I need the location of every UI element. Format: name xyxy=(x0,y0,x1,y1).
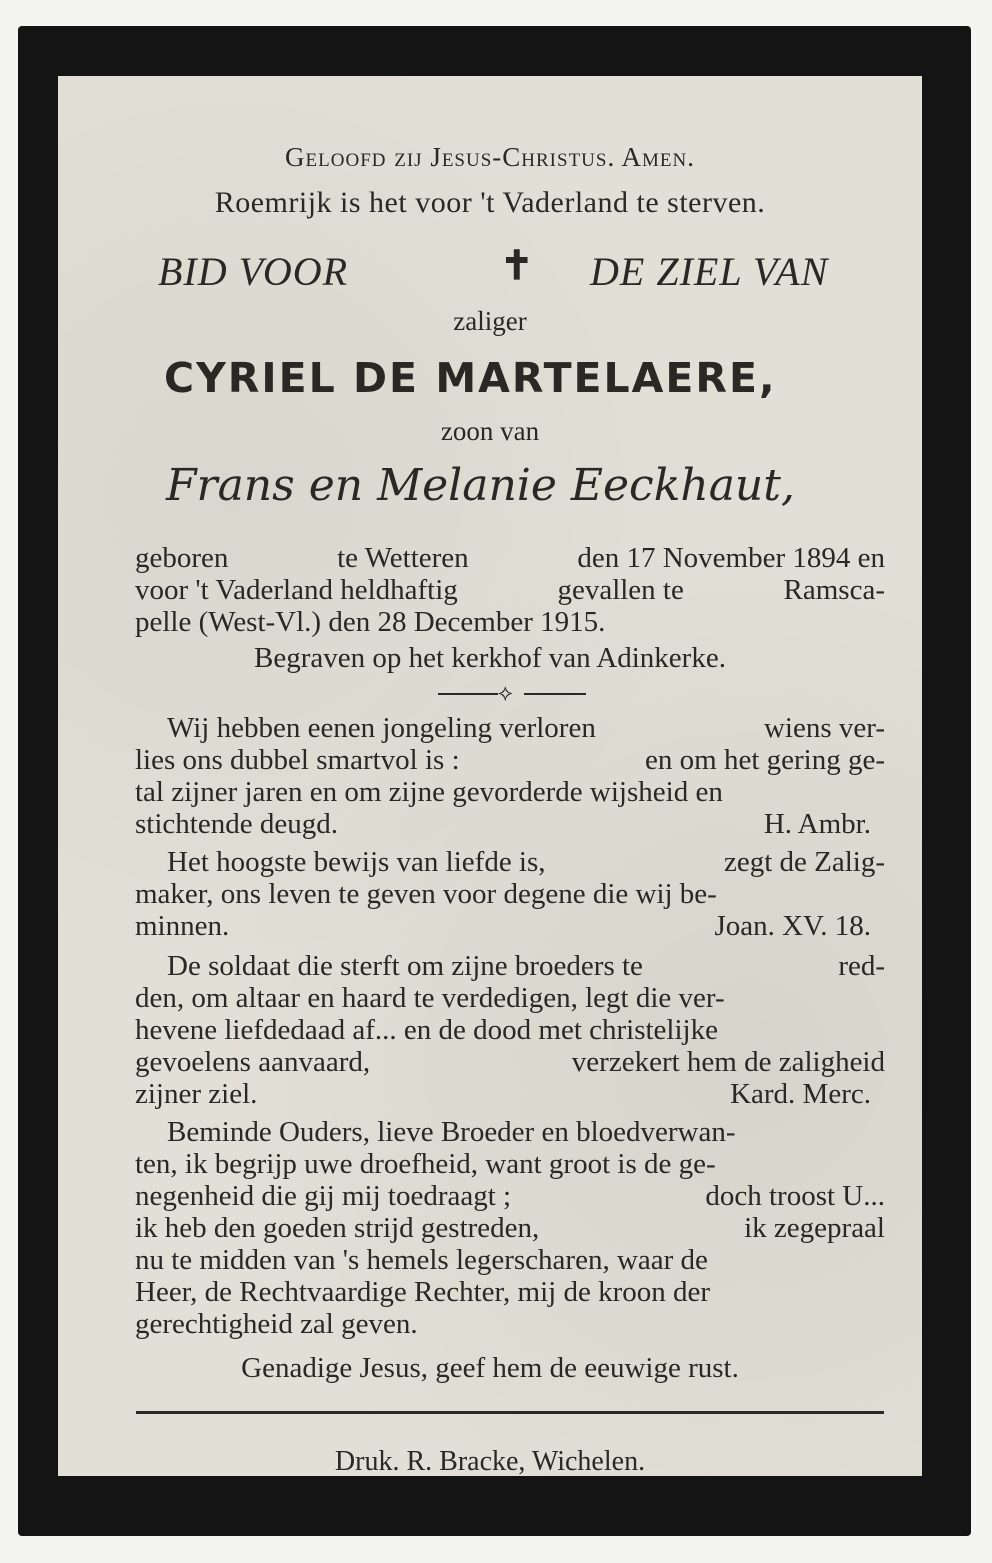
cross-icon: ✝ xyxy=(500,243,534,288)
quote-ambrosius xyxy=(135,712,885,840)
quote-attribution: Kard. Merc. xyxy=(730,1078,871,1110)
quote-line: lies ons dubbel smartvol is : en om het gering ge- xyxy=(135,744,885,776)
bio-line: voor 't Vaderland heldhaftig gevallen te Ramsca- xyxy=(135,574,885,606)
quote-line: nu te midden van 's hemels legerscharen, waar de xyxy=(135,1244,708,1276)
quote-attribution: H. Ambr. xyxy=(763,808,871,840)
deceased-name: CYRIEL DE MARTELAERE, xyxy=(164,354,777,402)
bio-line: geboren te Wetteren den 17 November 1894 en xyxy=(135,542,885,574)
quote-last-line: gerechtigheid zal geven. xyxy=(135,1308,418,1340)
quote-line: negenheid die gij mij toedraagt ; doch troost U... xyxy=(135,1180,885,1212)
quote-line: gevoelens aanvaard, verzekert hem de zaligheid xyxy=(135,1046,885,1078)
quote-line: ten, ik begrijp uwe droefheid, want groot is de ge- xyxy=(135,1148,716,1180)
quote-line: tal zijner jaren en om zijne gevorderde wijsheid en xyxy=(135,776,723,808)
quote-line: Heer, de Rechtvaardige Rechter, mij de kroon der xyxy=(135,1276,711,1308)
prayer-right: DE ZIEL VAN xyxy=(590,249,829,294)
ornament-rule-right xyxy=(524,693,586,695)
memorial-card-border xyxy=(18,26,971,1536)
quote-line: ik heb den goeden strijd gestreden, ik zegepraal xyxy=(135,1212,885,1244)
quote-last-line: stichtende deugd. H. Ambr. xyxy=(135,808,871,840)
quote-line: Het hoogste bewijs van liefde is, zegt de Zalig- xyxy=(167,846,885,878)
quote-line: maker, ons leven te geven voor degene die wij be- xyxy=(135,878,717,910)
biography xyxy=(135,542,885,638)
ornament-rule-left xyxy=(438,693,498,695)
zaliger: zaliger xyxy=(453,306,527,336)
header-line-2: Roemrijk is het voor 't Vaderland te sterven. xyxy=(214,186,766,219)
quote-line: Wij hebben eenen jongeling verloren wiens ver- xyxy=(167,712,885,744)
quote-line: hevene liefdedaad af... en de dood met christelijke xyxy=(135,1014,718,1046)
ornament-icon: ⟡ xyxy=(498,680,513,705)
footer-divider xyxy=(136,1411,884,1414)
header-line-1: Geloofd zij Jesus-Christus. Amen. xyxy=(285,142,695,172)
quote-joannes xyxy=(135,846,885,942)
quote-mercier xyxy=(135,950,885,1110)
quote-last-line: minnen. Joan. XV. 18. xyxy=(135,910,871,942)
bio-line: pelle (West-Vl.) den 28 December 1915. xyxy=(135,606,606,638)
quote-line: den, om altaar en haard te verdedigen, legt die ver- xyxy=(135,982,725,1014)
prayer-left: BID VOOR xyxy=(158,249,349,294)
quote-last-line: zijner ziel. Kard. Merc. xyxy=(135,1078,871,1110)
quote-attribution: Joan. XV. 18. xyxy=(714,910,871,942)
memorial-card-paper xyxy=(58,76,922,1476)
quote-farewell xyxy=(135,1116,885,1340)
burial-line: Begraven op het kerkhof van Adinkerke. xyxy=(254,642,726,674)
closing-prayer: Genadige Jesus, geef hem de eeuwige rust. xyxy=(241,1352,739,1384)
printer-credit: Druk. R. Bracke, Wichelen. xyxy=(334,1446,646,1477)
parents-names: Frans en Melanie Eeckhaut, xyxy=(166,460,795,511)
quote-line: De soldaat die sterft om zijne broeders te red- xyxy=(167,950,885,982)
son-of: zoon van xyxy=(440,416,540,446)
quote-line: Beminde Ouders, lieve Broeder en bloedverwan- xyxy=(167,1116,736,1148)
